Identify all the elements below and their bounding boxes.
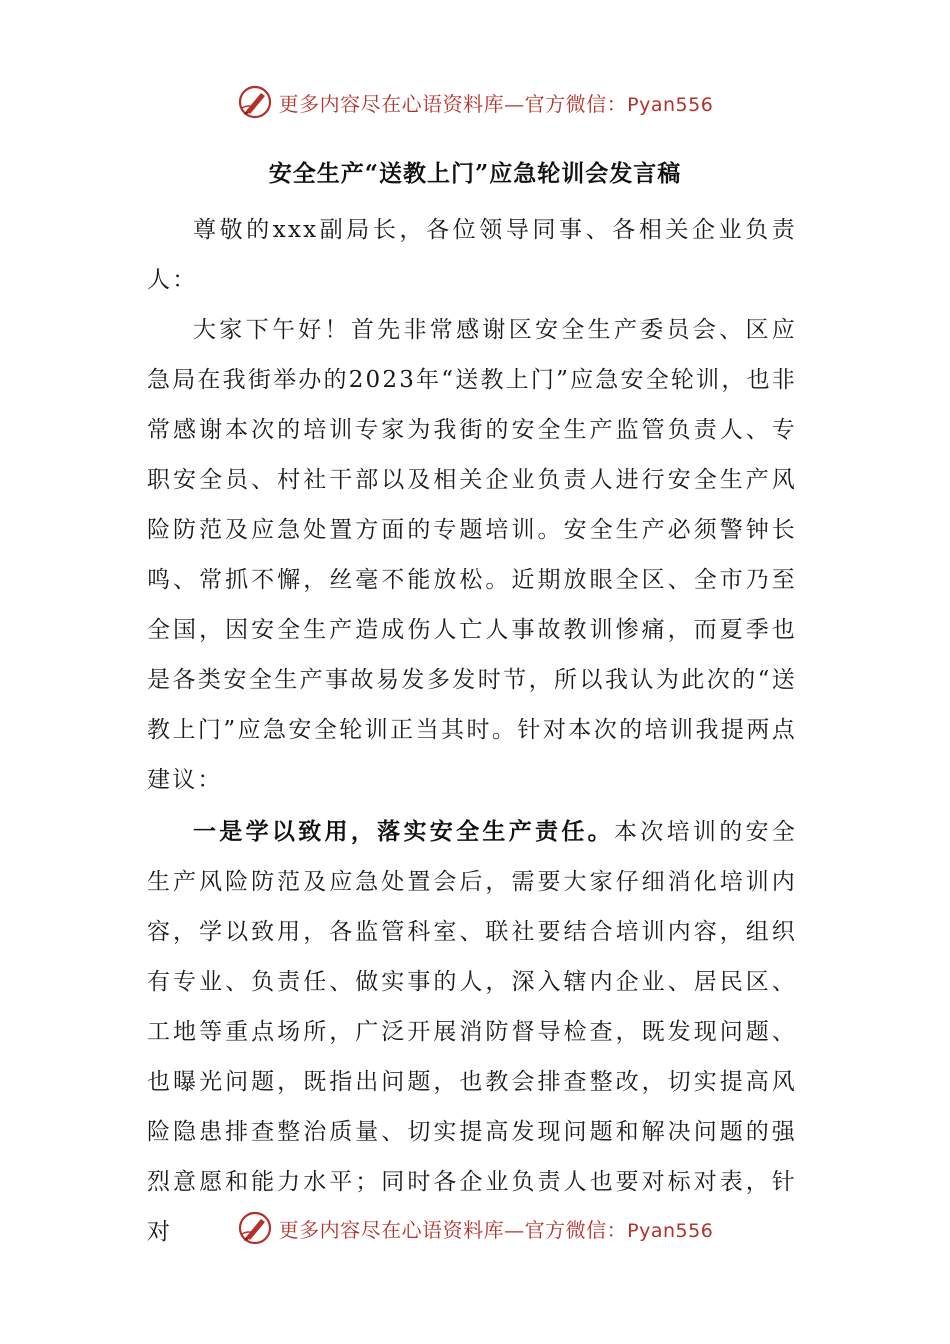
paragraph-2 xyxy=(147,807,797,1257)
header-banner xyxy=(0,84,950,120)
document-body xyxy=(147,205,797,1257)
pen-logo-icon xyxy=(237,84,273,120)
header-banner-text: 更多内容尽在心语资料库—官方微信：Pyan556 xyxy=(278,91,714,116)
salutation: 尊敬的xxx副局长，各位领导同事、各相关企业负责人： xyxy=(147,217,797,293)
pen-logo-icon xyxy=(237,1210,273,1246)
point-1-heading: 一是学以致用，落实安全生产责任。 xyxy=(193,818,614,845)
footer-banner xyxy=(0,1210,950,1246)
page-title: 安全生产“送教上门”应急轮训会发言稿 xyxy=(268,160,682,187)
point-1-body: 本次培训的安全生产风险防范及应急处置会后，需要大家仔细消化培训内容，学以致用，各监管科室、联社要结合培训内容，组织有专业、负责任、做实事的人，深入辖内企业、居民区、工地等重点场所，广泛开展消防督导检查，既发现问题、也曝光问题，既指出问题，也教会排查整改，切实提高风险隐患排查整治质量、切实提高发现问题和解决问题的强烈意愿和能力水平；同时各企业负责人也要对标对表，针对 xyxy=(147,819,798,1245)
footer-wechat-id: Pyan556 xyxy=(627,1219,714,1242)
header-wechat-id: Pyan556 xyxy=(627,93,714,116)
footer-banner-text: 更多内容尽在心语资料库—官方微信：Pyan556 xyxy=(278,1217,714,1242)
paragraph-1: 大家下午好！首先非常感谢区安全生产委员会、区应急局在我街举办的2023年“送教上门”应急安全轮训，也非常感谢本次的培训专家为我街的安全生产监管负责人、专职安全员、村社干部以及相关企业负责人进行安全生产风险防范及应急处置方面的专题培训。安全生产必须警钟长鸣、常抓不懈，丝毫不能放松。近期放眼全区、全市乃至全国，因安全生产造成伤人亡人事故教训惨痛，而夏季也是各类安全生产事故易发多发时节，所以我认为此次的“送教上门”应急安全轮训正当其时。针对本次的培训我提两点建议： xyxy=(147,317,797,793)
